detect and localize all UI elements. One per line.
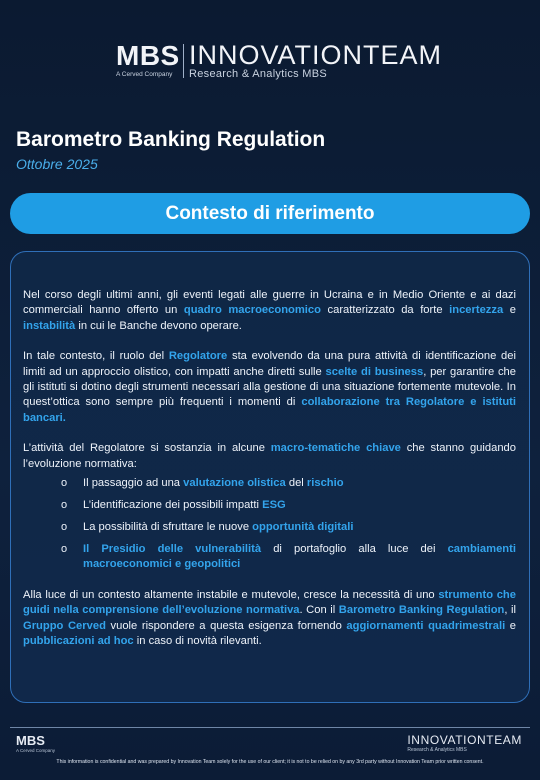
bullet-marker: o xyxy=(61,499,68,512)
footer-logo-mbs xyxy=(16,733,55,753)
logo-cerved: A Cerved Company xyxy=(116,71,173,78)
bullet-marker: o xyxy=(61,521,68,534)
footer-logo-innovationteam xyxy=(407,733,522,753)
text: , per garantire che gli istituti si dotino degli strumenti necessari alla gestione di una situazione fortemente mutevole. In quest’ottica sono sempre più frequenti i momenti di xyxy=(23,365,516,409)
paragraph-1 xyxy=(23,288,516,334)
highlight: Il Presidio delle vulnerabilità xyxy=(83,543,262,556)
text: La possibilità di sfruttare le nuove xyxy=(83,521,253,534)
page-title: Barometro Banking Regulation xyxy=(16,128,326,151)
text: e xyxy=(505,619,516,632)
list-item xyxy=(23,476,516,491)
text: sta evolvendo da una pura attività di identificazione dei limiti ad un approccio olistico, con impatti anche diretti sulle xyxy=(23,350,516,378)
highlight: cambiamenti macroeconomici e geopolitici xyxy=(83,543,516,571)
logo-brand: INNOVATIONTEAM xyxy=(189,40,443,70)
paragraph-2 xyxy=(23,349,516,426)
text: Nel corso degli ultimi anni, gli eventi legati alle guerre in Ucraina e in Medio Oriente e ai dazi commerciali hanno offerto un xyxy=(23,289,516,317)
macro-topics-list xyxy=(23,476,516,572)
text: Il passaggio ad una xyxy=(83,477,184,490)
highlight: incertezza xyxy=(449,304,504,317)
highlight: quadro macroeconomico xyxy=(183,304,321,317)
highlight: instabilità xyxy=(23,319,76,332)
text: e xyxy=(503,304,516,317)
highlight: opportunità digitali xyxy=(252,521,354,534)
paragraph-3 xyxy=(23,441,516,472)
mbs-innovationteam-logo xyxy=(116,40,443,90)
logo-divider xyxy=(183,44,184,78)
highlight: macro-tematiche chiave xyxy=(270,442,401,455)
highlight: Regolatore xyxy=(168,350,228,363)
list-item xyxy=(23,542,516,572)
list-item xyxy=(23,520,516,535)
footer-disclaimer: This information is confidential and was prepared by Innovation Team solely for the use of our client; it is not to be relied on by any 3rd party without Innovation Team prior written consent. xyxy=(56,759,484,765)
highlight: valutazione olistica xyxy=(183,477,286,490)
paragraph-4 xyxy=(23,588,516,650)
bullet-marker: o xyxy=(61,477,68,490)
highlight: aggiornamenti quadrimestrali xyxy=(346,619,506,632)
bullet-marker: o xyxy=(61,543,68,556)
highlight: ESG xyxy=(262,499,286,512)
footer-logo-mbs-sub: A Cerved Company xyxy=(16,748,56,753)
footer-logo-brand-text: INNOVATIONTEAM xyxy=(407,733,522,747)
highlight: strumento che guidi nella comprensione dell’evoluzione normativa xyxy=(23,589,516,617)
text: caratterizzato da forte xyxy=(320,304,450,317)
logo-tagline: Research & Analytics MBS xyxy=(189,68,328,80)
text: in caso di novità rilevanti. xyxy=(133,635,262,648)
highlight: collaborazione tra Regolatore e istituti bancari. xyxy=(23,396,516,424)
text: , il xyxy=(504,604,516,617)
text: L’attività del Regolatore si sostanzia in alcune xyxy=(23,442,271,455)
footer-logo-brand-sub: Research & Analytics MBS xyxy=(407,747,467,753)
section-banner xyxy=(10,193,530,234)
text: Alla luce di un contesto altamente instabile e mutevole, cresce la necessità di uno xyxy=(23,589,439,602)
text: In tale contesto, il ruolo del xyxy=(23,350,169,363)
text: L’identificazione dei possibili impatti xyxy=(83,499,263,512)
section-banner-label: Contesto di riferimento xyxy=(165,202,375,224)
footer-divider xyxy=(10,727,530,728)
text: . Con il xyxy=(299,604,339,617)
text: di portafoglio alla luce dei xyxy=(261,543,448,556)
highlight: Barometro Banking Regulation xyxy=(338,604,505,617)
text: in cui le Banche devono operare. xyxy=(75,319,242,332)
content-box xyxy=(10,251,530,703)
text: del xyxy=(285,477,307,490)
text: vuole rispondere a questa esigenza fornendo xyxy=(105,619,347,632)
page-subtitle: Ottobre 2025 xyxy=(16,156,98,172)
highlight: pubblicazioni ad hoc xyxy=(23,635,134,648)
highlight: scelte di business xyxy=(325,365,424,378)
logo-mbs: MBS xyxy=(116,40,180,71)
highlight: Gruppo Cerved xyxy=(23,619,106,632)
text: che stanno guidando l’evoluzione normativa: xyxy=(23,442,516,470)
list-item xyxy=(23,498,516,513)
footer-logo-mbs-text: MBS xyxy=(16,733,45,748)
highlight: rischio xyxy=(306,477,344,490)
